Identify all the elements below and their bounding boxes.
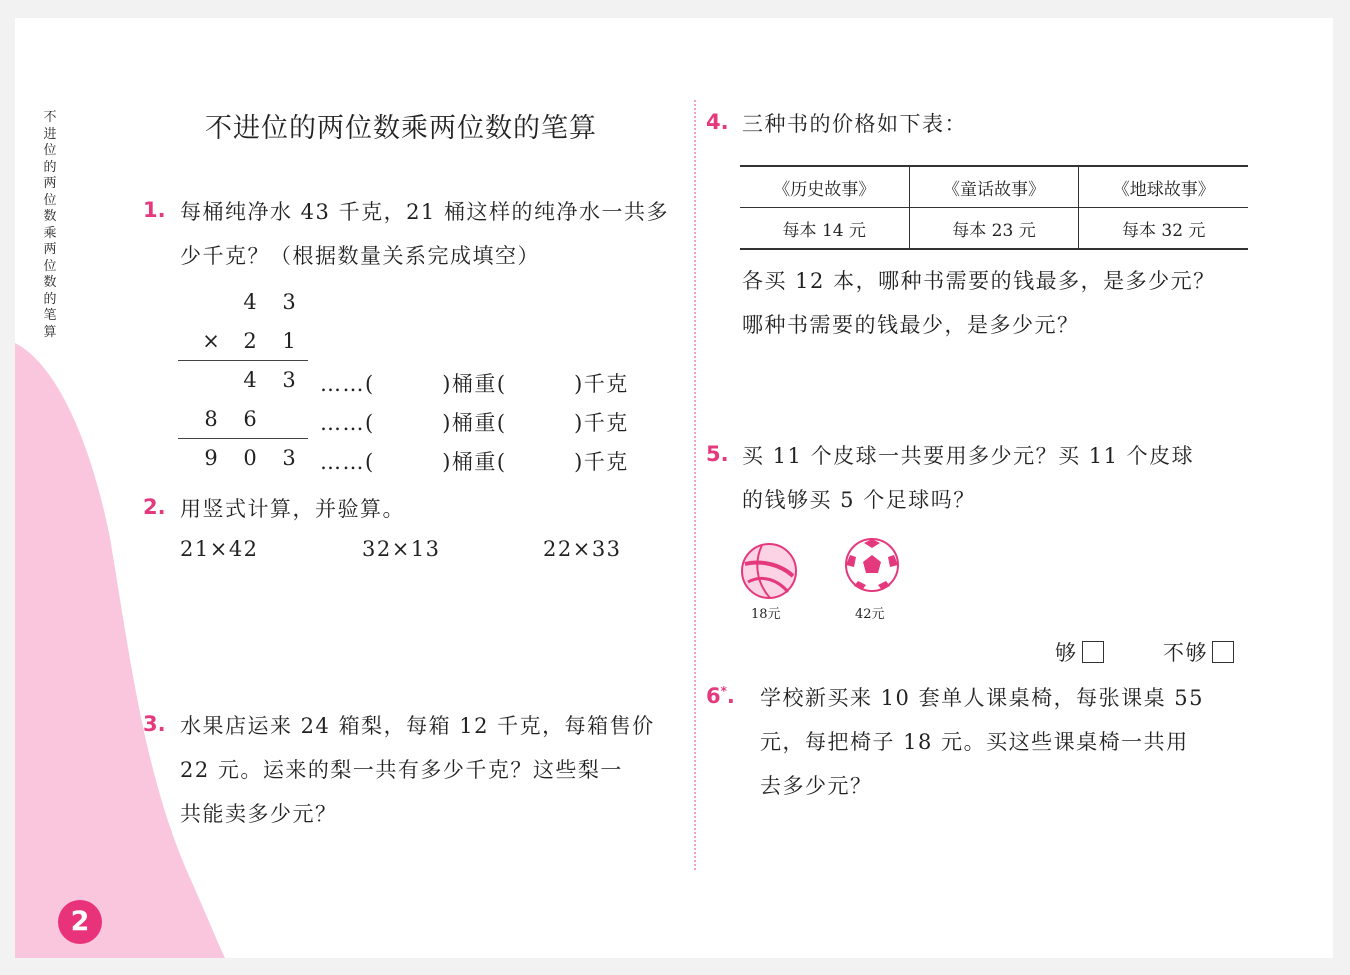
result-ones: 3 [282, 446, 296, 470]
q2-expr-1: 21×42 [180, 537, 259, 561]
table-header: 《童话故事》 [909, 166, 1079, 208]
rubber-ball-icon [740, 542, 798, 600]
partial2-hundreds: 8 [204, 407, 218, 431]
partial1-ones: 3 [282, 368, 296, 392]
partial2-tens: 6 [243, 407, 257, 431]
not-enough-checkbox[interactable] [1212, 641, 1234, 663]
q1-fill-1: ……( )桶重( )千克 [320, 372, 629, 396]
multiplicand-tens: 4 [243, 290, 257, 314]
multiplier-ones: 1 [282, 329, 296, 353]
q6-number-digit: 6 [706, 684, 721, 708]
table-row [740, 208, 1248, 250]
q4-line1: 各买 12 本，哪种书需要的钱最多，是多少元？ [742, 269, 1216, 293]
q2-expr-2: 32×13 [362, 537, 441, 561]
q4-number: 4. [706, 110, 729, 134]
enough-option[interactable] [1055, 637, 1104, 667]
q1-line2: 少千克？（根据数量关系完成填空） [180, 244, 540, 268]
multiplicand-ones: 3 [282, 290, 296, 314]
q6-line1: 学校新买来 10 套单人课桌椅，每张课桌 55 [760, 686, 1204, 710]
q3-line2: 22 元。运来的梨一共有多少千克？这些梨一 [180, 758, 623, 782]
table-cell: 每本 14 元 [740, 208, 909, 250]
times-sign: × [202, 329, 220, 353]
q6-dot: . [726, 684, 735, 708]
q1-fill-3: ……( )桶重( )千克 [320, 450, 629, 474]
calc-line-2 [178, 438, 308, 439]
q4-line2: 哪种书需要的钱最少，是多少元？ [742, 313, 1080, 337]
soccer-ball-icon [844, 537, 900, 593]
q6-line2: 元，每把椅子 18 元。买这些课桌椅一共用 [760, 730, 1189, 754]
not-enough-option[interactable] [1163, 637, 1234, 667]
enough-checkbox[interactable] [1082, 641, 1104, 663]
q3-line1: 水果店运来 24 箱梨，每箱 12 千克，每箱售价 [180, 714, 655, 738]
q6-number [706, 684, 735, 708]
result-tens: 0 [243, 446, 257, 470]
calc-line-1 [178, 360, 308, 361]
q6-line3: 去多少元？ [760, 774, 873, 798]
q5-line2: 的钱够买 5 个足球吗？ [742, 488, 976, 512]
multiplier-tens: 2 [243, 329, 257, 353]
q5-number: 5. [706, 442, 729, 466]
q2-expr-3: 22×33 [543, 537, 622, 561]
side-chapter-title: 不进位的两位数乘两位数的笔算 [43, 110, 57, 340]
not-enough-label: 不够 [1163, 641, 1208, 665]
q6-star: * [720, 684, 727, 698]
table-cell: 每本 23 元 [909, 208, 1079, 250]
table-header: 《地球故事》 [1079, 166, 1248, 208]
q2-text: 用竖式计算，并验算。 [180, 497, 405, 521]
enough-label: 够 [1055, 641, 1078, 665]
page-title: 不进位的两位数乘两位数的笔算 [205, 113, 597, 144]
soccer-ball-price: 42元 [855, 607, 885, 622]
q1-line1: 每桶纯净水 43 千克，21 桶这样的纯净水一共多 [180, 200, 669, 224]
book-price-table [740, 165, 1248, 250]
page-number: 2 [58, 900, 102, 944]
result-hundreds: 9 [204, 446, 218, 470]
table-cell: 每本 32 元 [1079, 208, 1248, 250]
partial1-tens: 4 [243, 368, 257, 392]
q1-number: 1. [143, 198, 166, 222]
q4-text: 三种书的价格如下表： [742, 112, 967, 136]
q2-number: 2. [143, 495, 166, 519]
table-header: 《历史故事》 [740, 166, 909, 208]
q3-line3: 共能卖多少元？ [180, 802, 338, 826]
column-divider [694, 100, 696, 870]
q3-number: 3. [143, 712, 166, 736]
table-row [740, 166, 1248, 208]
q1-fill-2: ……( )桶重( )千克 [320, 411, 629, 435]
q5-line1: 买 11 个皮球一共要用多少元？买 11 个皮球 [742, 444, 1195, 468]
ball-price: 18元 [751, 607, 781, 622]
